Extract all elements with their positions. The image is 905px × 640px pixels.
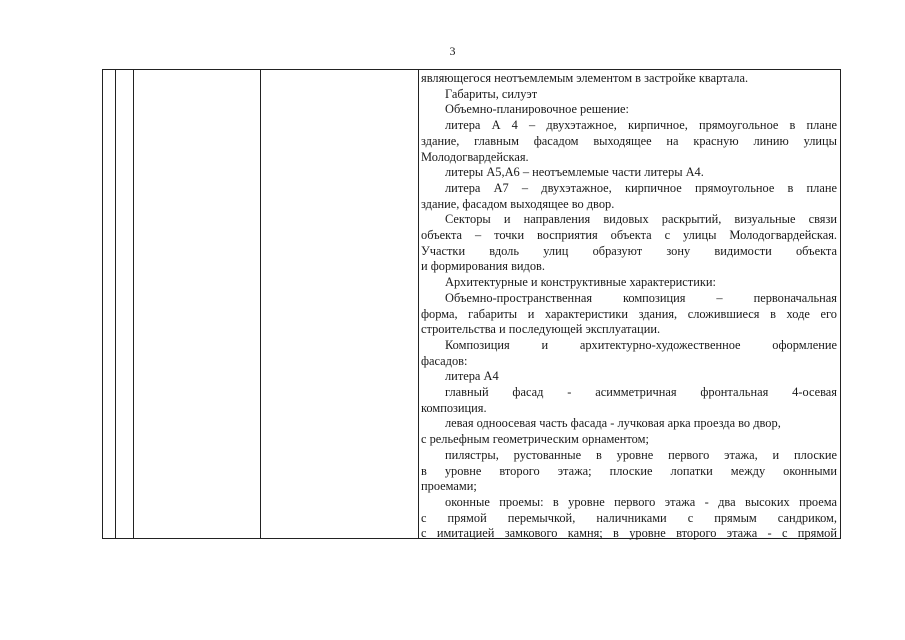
- text-line: фасадов:: [421, 353, 468, 368]
- text-line: Архитектурные и конструктивные характеристики:: [445, 275, 716, 290]
- text-line: пилястры, рустованные в уровне первого этажа, и плоские: [445, 447, 837, 462]
- text-line: левая одноосевая часть фасада - лучковая арка проезда во двор,: [445, 416, 781, 431]
- text-line: литеры А5,А6 – неотъемлемые части литеры А4.: [445, 165, 704, 180]
- text-line: Объемно-пространственная композиция – первоначальная: [445, 290, 837, 305]
- text-line: здание, главным фасадом выходящее на красную линию улицы: [421, 133, 837, 148]
- text-line: с рельефным геометрическим орнаментом;: [421, 432, 649, 447]
- column-divider: [418, 70, 419, 538]
- text-line: объекта – точки восприятия объекта с улицы Молодогвардейская.: [421, 228, 837, 243]
- text-line: оконные проемы: в уровне первого этажа - два высоких проема: [445, 494, 837, 509]
- text-line: Секторы и направления видовых раскрытий, визуальные связи: [445, 212, 837, 227]
- text-line: литера А 4 – двухэтажное, кирпичное, прямоугольное в плане: [445, 118, 837, 133]
- text-line: в уровне второго этажа; плоские лопатки между оконными: [421, 463, 837, 478]
- description-cell: [421, 71, 837, 542]
- text-line: Объемно-планировочное решение:: [445, 102, 629, 117]
- text-line: являющегося неотъемлемым элементом в застройке квартала.: [421, 71, 749, 85]
- text-line: главный фасад - асимметричная фронтальная 4-осевая: [445, 385, 837, 400]
- text-line: здание, фасадом выходящее во двор.: [421, 196, 615, 211]
- text-line: с имитацией замкового камня; в уровне второго этажа - с прямой: [421, 526, 837, 541]
- column-divider: [133, 70, 134, 538]
- text-line: с прямой перемычкой, наличниками с прямым сандриком,: [421, 510, 837, 525]
- text-line: композиция.: [421, 400, 487, 415]
- text-line: Молодогвардейская.: [421, 149, 529, 164]
- text-line: проемами;: [421, 479, 477, 494]
- page-number: 3: [449, 44, 456, 58]
- text-line: и формирования видов.: [421, 259, 545, 274]
- text-line: Участки вдоль улиц образуют зону видимости объекта: [421, 243, 837, 258]
- column-divider: [260, 70, 261, 538]
- text-line: литера А4: [445, 369, 499, 384]
- text-line: форма, габариты и характеристики здания, сложившиеся в ходе его: [421, 306, 837, 321]
- text-line: Габариты, силуэт: [445, 86, 538, 101]
- text-line: строительства и последующей эксплуатации.: [421, 322, 661, 337]
- document-table: [102, 69, 841, 539]
- text-line: литера А7 – двухэтажное, кирпичное прямоугольное в плане: [445, 180, 837, 195]
- text-line: Композиция и архитектурно-художественное оформление: [445, 337, 837, 352]
- column-divider: [115, 70, 116, 538]
